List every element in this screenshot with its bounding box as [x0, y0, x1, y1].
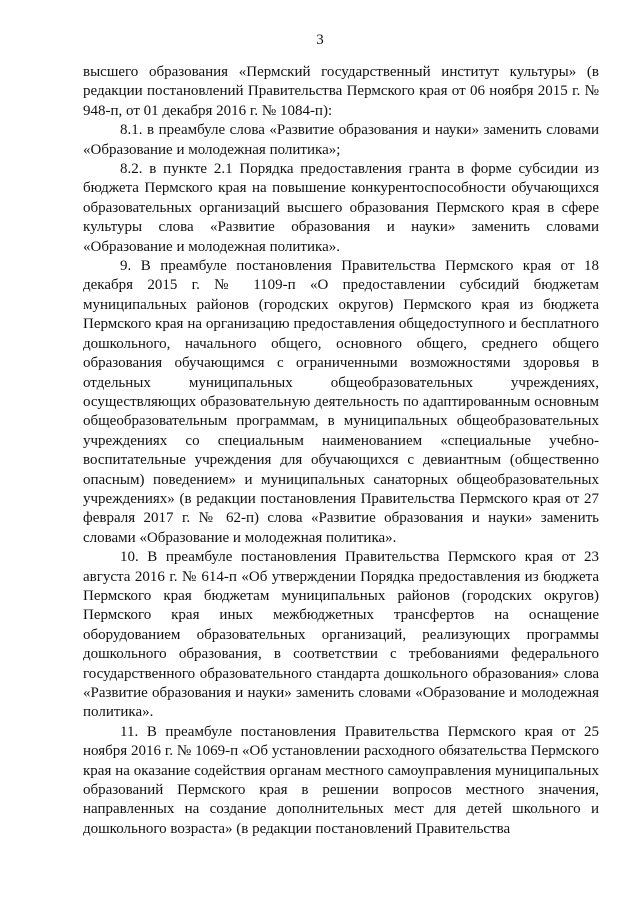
- page-number: 3: [316, 32, 324, 48]
- paragraph-8-continuation: высшего образования «Пермский государственный институт культуры» (в редакции постановлений Правительства Пермского края от 06 ноября 2015 г. № 948-п, от 01 декабря 2016 г. № 1084-п):: [83, 64, 599, 119]
- paragraph-11: 11. В преамбуле постановления Правительства Пермского края от 25 ноября 2016 г. № 1069-п «Об установлении расходного обязательства Пермского края на оказание содействия органам местного самоуправления муниципальных образований Пермского края в решении вопросов местного значения, направленных на создание дополнительных мест для детей школьного и дошкольного возраста» (в редакции постановлений Правительства: [83, 723, 599, 837]
- document-body: [83, 63, 599, 839]
- paragraph-10: 10. В преамбуле постановления Правительства Пермского края от 23 августа 2016 г. № 614-п «Об утверждении Порядка предоставления из бюджета Пермского края бюджетам муниципальных районов (городских округов) Пермского края иных межбюджетных трансфертов на оснащение оборудованием образовательных организаций, реализующих программы дошкольного образования, в соответствии с требованиями федерального государственного образовательного стандарта дошкольного образования» слова «Развитие образования и науки» заменить словами «Образование и молодежная политика».: [83, 549, 599, 721]
- paragraph-8-2: 8.2. в пункте 2.1 Порядка предоставления гранта в форме субсидии из бюджета Пермского края на повышение конкурентоспособности обучающихся образовательных организаций высшего образования Пермского края в сфере культуры слова «Развитие образования и науки» заменить словами «Образование и молодежная политика».: [83, 161, 599, 255]
- paragraph-9: 9. В преамбуле постановления Правительства Пермского края от 18 декабря 2015 г. № 1109-п «О предоставлении субсидий бюджетам муниципальных районов (городских округов) Пермского края из бюджета Пермского края на организацию предоставления общедоступного и бесплатного дошкольного, начального общего, основного общего, среднего общего образования обучающимся с ограниченными возможностями здоровья в отдельных муниципальных общеобразовательных учреждениях, осуществляющих образовательную деятельность по адаптированным основным общеобразовательным программам, в муниципальных общеобразовательных учреждениях со специальным наименованием «специальные учебно-воспитательные учреждения для обучающихся с девиантным (общественно опасным) поведением» и муниципальных санаторных общеобразовательных учреждениях» (в редакции постановления Правительства Пермского края от 27 февраля 2017 г. № 62-п) слова «Развитие образования и науки» заменить словами «Образование и молодежная политика».: [83, 258, 599, 546]
- paragraph-8-1: 8.1. в преамбуле слова «Развитие образования и науки» заменить словами «Образование и молодежная политика»;: [83, 122, 599, 158]
